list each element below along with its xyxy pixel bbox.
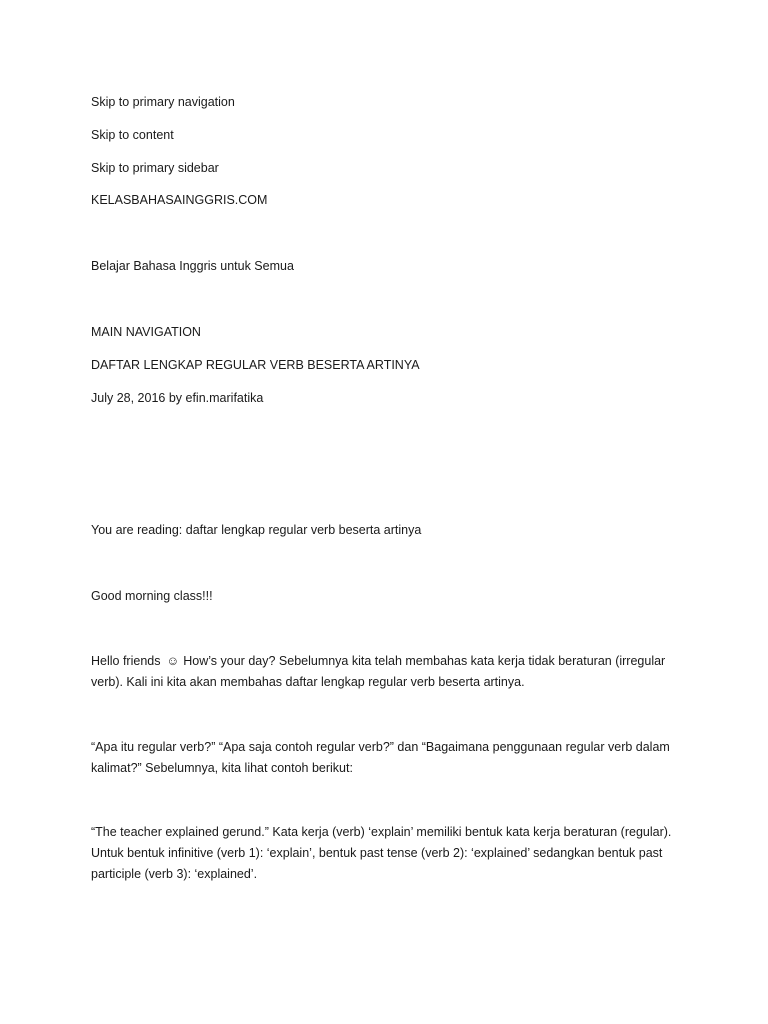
main-navigation-heading: MAIN NAVIGATION (91, 325, 201, 339)
skip-sidebar-row (91, 158, 691, 179)
skip-to-primary-sidebar-link[interactable]: Skip to primary sidebar (91, 161, 219, 175)
questions-paragraph: “Apa itu regular verb?” “Apa saja contoh regular verb?” dan “Bagaimana penggunaan regular verb dalam kalimat?” Sebelumnya, kita lihat contoh berikut: (91, 740, 670, 775)
article-meta: July 28, 2016 by efin.marifatika (91, 391, 264, 405)
site-tagline: Belajar Bahasa Inggris untuk Semua (91, 259, 294, 273)
smiley-icon: ☺ (166, 654, 180, 668)
intro-paragraph (91, 651, 683, 693)
skip-nav-row (91, 92, 691, 113)
intro-paragraph-start: Hello friends (91, 654, 161, 668)
reading-notice: You are reading: daftar lengkap regular verb beserta artinya (91, 523, 422, 537)
skip-to-content-link[interactable]: Skip to content (91, 128, 174, 142)
article-title: DAFTAR LENGKAP REGULAR VERB BESERTA ARTINYA (91, 358, 420, 372)
site-title-link[interactable]: KELASBAHASAINGGRIS.COM (91, 193, 268, 207)
example-paragraph: “The teacher explained gerund.” Kata kerja (verb) ‘explain’ memiliki bentuk kata kerja beraturan (regular). Untuk bentuk infinitive (verb 1): ‘explain’, bentuk past tense (verb 2): ‘explained’ sedangkan bentuk past participle (verb 3): ‘explained’. (91, 825, 672, 881)
skip-content-row (91, 125, 691, 146)
intro-paragraph-rest: How’s your day? Sebelumnya kita telah membahas kata kerja tidak beraturan (irregular verb). Kali ini kita akan membahas daftar lengkap regular verb beserta artinya. (91, 654, 666, 689)
skip-to-primary-navigation-link[interactable]: Skip to primary navigation (91, 95, 235, 109)
site-title[interactable] (91, 190, 691, 211)
greeting-text: Good morning class!!! (91, 589, 213, 603)
